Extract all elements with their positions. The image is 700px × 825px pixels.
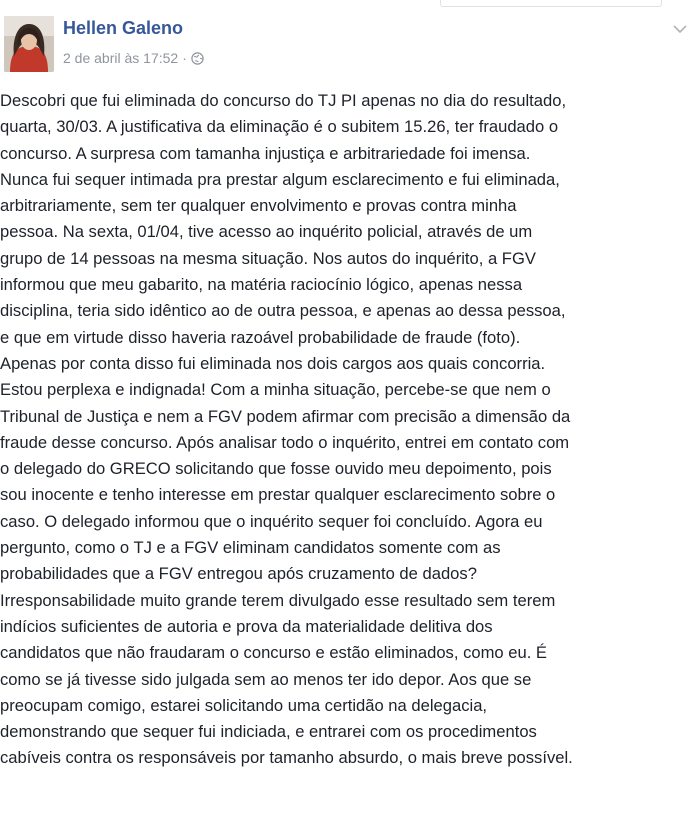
profile-photo xyxy=(4,16,54,72)
chevron-down-icon[interactable] xyxy=(672,22,688,34)
post-text-line: pessoa. Na sexta, 01/04, tive acesso ao inquérito policial, através de um xyxy=(0,222,533,242)
post-text-line: Estou perplexa e indignada! Com a minha situação, percebe-se que nem o xyxy=(0,380,551,400)
post-text-line: Irresponsabilidade muito grande terem divulgado esse resultado sem terem xyxy=(0,590,556,610)
post-text-line: indícios suficientes de autoria e prova da materialidade delitiva dos xyxy=(0,616,493,636)
post-text-line: quarta, 30/03. A justificativa da eliminação é o subitem 15.26, ter fraudado o xyxy=(0,117,559,137)
post-text-line: preocupam comigo, estarei solicitando uma certidão na delegacia, xyxy=(0,695,488,715)
post-text-line: Nunca fui sequer intimada pra prestar algum esclarecimento e fui eliminada, xyxy=(0,169,560,189)
post-text-line: concurso. A surpresa com tamanha injustiça e arbitrariedade foi imensa. xyxy=(0,143,531,163)
post-timestamp[interactable]: 2 de abril às 17:52 xyxy=(63,50,179,66)
post-text-line: demonstrando que sequer fui indiciada, e entrarei com os procedimentos xyxy=(0,722,537,742)
post-text-line: grupo de 14 pessoas na mesma situação. Nos autos do inquérito, a FGV xyxy=(0,248,536,268)
post-body-text xyxy=(0,88,690,772)
post-text-line: Tribunal de Justiça e nem a FGV podem afirmar com precisão a dimensão da xyxy=(0,406,571,426)
post-text-line: sou inocente e tenho interesse em prestar qualquer esclarecimento sobre o xyxy=(0,485,556,505)
post-text-line: caso. O delegado informou que o inquérito sequer foi concluído. Agora eu xyxy=(0,511,543,531)
post-text-line: Descobri que fui eliminada do concurso do TJ PI apenas no dia do resultado, xyxy=(0,91,567,110)
post-text-line: Apenas por conta disso fui eliminada nos dois cargos aos quais concorria. xyxy=(0,353,546,373)
post-text-line: informou que meu gabarito, na matéria raciocínio lógico, apenas nessa xyxy=(0,275,523,295)
post-meta xyxy=(63,50,204,66)
post-text-line: fraude desse concurso. Após analisar todo o inquérito, entrei em contato com xyxy=(0,432,570,452)
post-text-line: arbitrariamente, sem ter qualquer envolvimento e provas contra minha xyxy=(0,196,517,216)
post-text-line: probabilidades que a FGV entregou após cruzamento de dados? xyxy=(0,564,477,584)
post-text-line: como se já tivesse sido julgada sem ao menos ter ido depor. Aos que se xyxy=(0,669,532,689)
post-text-line: pergunto, como o TJ e a FGV eliminam candidatos somente com as xyxy=(0,538,501,558)
post-text-line: disciplina, teria sido idêntico ao de outra pessoa, e apenas ao dessa pessoa, xyxy=(0,301,566,321)
globe-icon[interactable] xyxy=(191,52,204,65)
avatar[interactable] xyxy=(4,16,54,72)
post-text-line: cabíveis contra os responsáveis por tamanho absurdo, o mais breve possível. xyxy=(0,748,573,768)
post-text-line: candidatos que não fraudaram o concurso e estão eliminados, como eu. É xyxy=(0,643,548,663)
post-text-line: e que em virtude disso haveria razoável probabilidade de fraude (foto). xyxy=(0,327,521,347)
post-text-line: o delegado do GRECO solicitando que fosse ouvido meu depoimento, pois xyxy=(0,459,552,479)
author-name-link[interactable]: Hellen Galeno xyxy=(63,18,184,38)
meta-separator: · xyxy=(182,50,187,66)
